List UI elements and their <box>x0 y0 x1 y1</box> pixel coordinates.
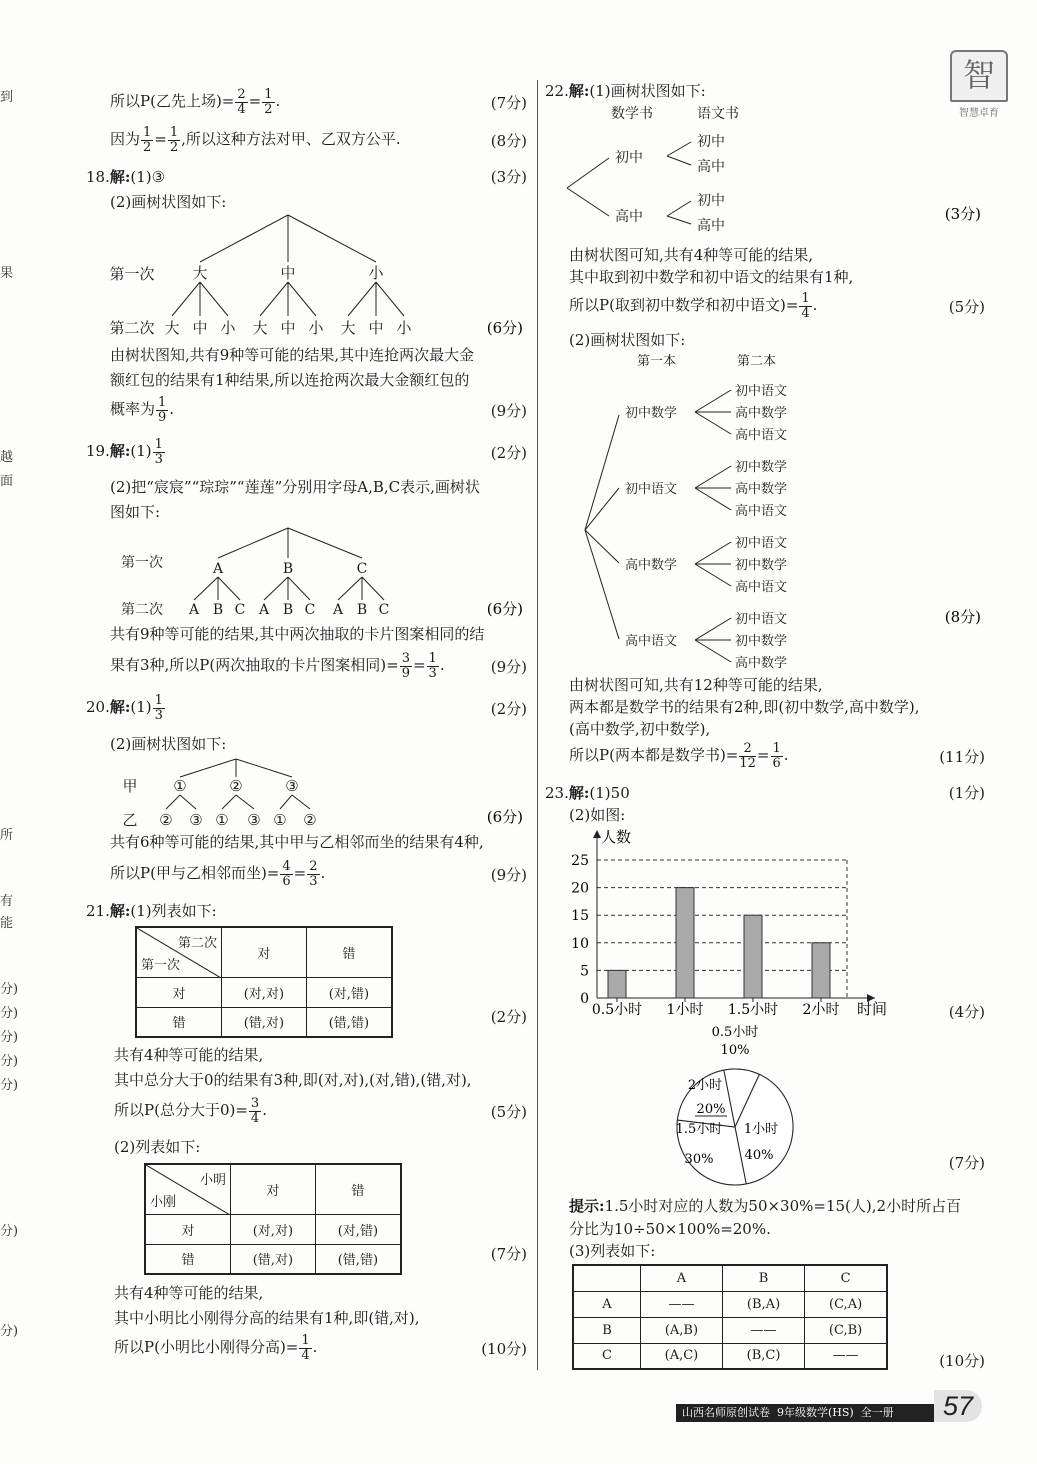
tree-node: 初中语文 <box>735 612 788 627</box>
tree-row-label: 乙 <box>122 811 138 829</box>
bar <box>608 970 626 998</box>
y-tick-label: 5 <box>580 963 589 980</box>
q17-line: 所以P(乙先上场)= $\frac{2}{4}$ = $\frac{1}{2}$ . (7分) <box>110 87 527 117</box>
pie-slice-percent: 40% <box>744 1148 774 1163</box>
edge-fragment: 分) <box>0 1324 19 1339</box>
table-header: 对 <box>222 927 307 977</box>
y-tick-label: 15 <box>571 908 589 925</box>
q20-header: 20.解:(1) $\frac{1}{3}$ (2分) <box>86 693 527 723</box>
y-tick-label: 0 <box>580 991 589 1007</box>
text-line: (3)列表如下: <box>569 1242 656 1260</box>
x-tick-label: 1.5小时 <box>727 1002 779 1018</box>
tree-node: 高中语文 <box>735 580 788 595</box>
table-header: 对 <box>231 1164 316 1214</box>
tree-node: 大 <box>252 319 268 337</box>
edge-fragment: 分) <box>0 982 19 997</box>
table-row-header: 错 <box>145 1244 231 1274</box>
tree-node: B <box>212 602 224 618</box>
score: (6分) <box>486 600 523 618</box>
pie-slice-label: 1.5小时 <box>675 1122 723 1137</box>
tree-node: 中 <box>280 264 296 282</box>
tree-node: A <box>212 561 224 577</box>
table-cell: (B,C) <box>722 1343 804 1369</box>
tree-node: 高中语文 <box>735 504 788 519</box>
tree-node: 初中语文 <box>735 384 788 399</box>
tree-node: 初中数学 <box>735 634 788 649</box>
tree-node: 高中数学 <box>735 406 788 421</box>
tree-node: 初中数学 <box>735 558 788 573</box>
tree-node: B <box>282 561 294 577</box>
table-cell: —— <box>641 1291 723 1317</box>
tree-node: ② <box>159 811 173 829</box>
pie-chart <box>655 1020 815 1190</box>
y-tick-label: 10 <box>571 935 589 952</box>
text-line: 共有9种等可能的结果,其中两次抽取的卡片图案相同的结 <box>110 625 485 643</box>
y-tick-label: 20 <box>571 880 589 897</box>
tree-node: 初中语文 <box>735 536 788 551</box>
text-line: 其中总分大于0的结果有3种,即(对,对),(对,错),(错,对), <box>114 1071 472 1089</box>
score: (9分) <box>490 658 527 676</box>
edge-fragment: 分) <box>0 1006 19 1021</box>
text-line: 共有4种等可能的结果, <box>114 1284 264 1302</box>
tree-diagram-q20 <box>82 755 527 830</box>
fraction: $\frac{2}{4}$ <box>237 87 246 117</box>
bar <box>812 943 830 998</box>
tree-node: C <box>356 561 368 577</box>
table-cell: —— <box>805 1343 887 1369</box>
table-header: 错 <box>315 1164 401 1214</box>
bar <box>676 888 694 998</box>
text: 所以P(乙先上场)= <box>110 92 235 111</box>
pie-slice-label: 1小时 <box>743 1122 779 1137</box>
tree-header: 数学书 <box>611 106 653 122</box>
footer-volume: 全一册 <box>860 1406 894 1419</box>
text-line: 其中取到初中数学和初中语文的结果有1种, <box>569 268 854 286</box>
tree-node: A <box>258 602 270 618</box>
tree-node: 高中 <box>697 218 725 234</box>
table-cell: (对,对) <box>222 977 307 1007</box>
score: (6分) <box>486 319 523 337</box>
tree-diagram-q22-2 <box>545 345 985 675</box>
edge-fragment: 越 <box>0 450 14 465</box>
tree-row-label: 第一次 <box>121 555 163 571</box>
score: (8分) <box>944 608 981 626</box>
tree-node: ③ <box>189 811 203 829</box>
tree-node: A <box>188 602 200 618</box>
tree-node: A <box>332 602 344 618</box>
text-line: 由树状图可知,共有4种等可能的结果, <box>569 246 814 264</box>
tree-node: 初中 <box>697 193 725 209</box>
table-cell: (A,B) <box>641 1317 723 1343</box>
fraction: $\frac{2}{12}$ <box>739 741 756 771</box>
tree-node: 小 <box>368 264 384 282</box>
score: (2分) <box>490 444 527 462</box>
page-number: 57 <box>934 1390 982 1422</box>
text-line: 由树状图知,共有9种等可能的结果,其中连抢两次最大金 <box>110 346 475 364</box>
edge-fragment: 到 <box>0 90 14 105</box>
tree-row-label: 甲 <box>122 777 138 795</box>
table-header: C <box>805 1265 887 1291</box>
y-tick-label: 25 <box>571 853 589 869</box>
table-cell: (错,对) <box>231 1244 316 1274</box>
table-header: B <box>722 1265 804 1291</box>
tree-node: ① <box>273 811 287 829</box>
table-cell: (对,错) <box>306 977 392 1007</box>
x-tick-label: 1小时 <box>666 1002 704 1018</box>
table-header: A <box>641 1265 723 1291</box>
tree-node: 初中 <box>697 134 725 150</box>
footer-series: 山西名师原创试卷 <box>682 1406 770 1419</box>
edge-fragment: 有 <box>0 894 14 909</box>
tree-node: C <box>304 602 316 618</box>
fraction: $\frac{1}{3}$ <box>154 437 163 467</box>
q19-header: 19.解:(1) $\frac{1}{3}$ (2分) <box>86 437 527 467</box>
tree-node: ① <box>173 777 187 795</box>
tree-node: 小 <box>220 319 236 337</box>
text-line: 额红包的结果有1种结果,所以连抢两次最大金额红包的 <box>110 371 470 389</box>
tree-node: 高中数学 <box>735 482 788 497</box>
table-corner <box>573 1265 641 1291</box>
text-line: 其中小明比小刚得分高的结果有1种,即(错,对), <box>114 1309 420 1327</box>
table-corner: 小明 小刚 <box>145 1164 231 1214</box>
table-cell: (C,B) <box>805 1317 887 1343</box>
table-cell: (错,错) <box>315 1244 401 1274</box>
table-q21-1 <box>135 926 393 1038</box>
tree-node: 小 <box>396 319 412 337</box>
fraction: $\frac{1}{6}$ <box>772 741 781 771</box>
y-axis-arrow <box>593 830 601 838</box>
text-line: (2)把“宸宸”“琮琮”“莲莲”分别用字母A,B,C表示,画树状 <box>110 478 480 496</box>
tree-node: ③ <box>247 811 261 829</box>
score: (9分) <box>490 866 527 884</box>
text-line: (2)列表如下: <box>114 1138 201 1156</box>
tree-header: 第一本 <box>637 354 677 369</box>
table-row-header: B <box>573 1317 641 1343</box>
tree-node: 中 <box>280 319 296 337</box>
text-line: 概率为 $\frac{1}{9}$ . (9分) <box>110 395 527 425</box>
text-line: (高中数学,初中数学), <box>569 720 711 738</box>
tree-row-label: 第二次 <box>121 602 163 618</box>
q17-line: 因为 $\frac{1}{2}$ = $\frac{1}{2}$ ,所以这种方法对甲、乙双方公平. (8分) <box>110 125 527 155</box>
q18-part2: (2)画树状图如下: <box>110 193 227 211</box>
text-line: 两本都是数学书的结果有2种,即(初中数学,高中数学), <box>569 698 920 716</box>
table-cell: (A,C) <box>641 1343 723 1369</box>
table-q23 <box>572 1264 888 1370</box>
score: (10分) <box>481 1340 527 1358</box>
edge-fragment: 所 <box>0 828 14 843</box>
fraction: $\frac{1}{3}$ <box>154 693 163 723</box>
tree-node: C <box>378 602 390 618</box>
edge-fragment: 分) <box>0 1030 19 1045</box>
bar <box>744 915 762 998</box>
tree-header: 第二本 <box>737 354 777 369</box>
y-axis-label: 人数 <box>601 828 632 846</box>
q21-header: 21.解:(1)列表如下: <box>86 902 217 920</box>
tree-row-label: 第一次 <box>109 265 155 283</box>
tree-node: B <box>356 602 368 618</box>
q23-header: 23.解:(1)50 (1分) <box>545 784 985 802</box>
tree-node: ② <box>229 777 243 795</box>
pie-slice-percent: 30% <box>684 1152 714 1167</box>
text-line: 由树状图可知,共有12种等可能的结果, <box>569 676 823 694</box>
fraction: $\frac{1}{2}$ <box>169 125 179 155</box>
hint-line: 提示:1.5小时对应的人数为50×30%=15(人),2小时所占百 <box>569 1197 962 1215</box>
edge-fragment: 能 <box>0 916 14 931</box>
x-tick-label: 2小时 <box>802 1002 840 1018</box>
fraction: $\frac{1}{2}$ <box>143 125 152 155</box>
footer-grade: 9年级数学(HS) <box>777 1406 854 1419</box>
score: (7分) <box>490 1245 527 1263</box>
q18-header: 18.解:(1)③ (3分) <box>86 168 527 186</box>
book-icon: 智 <box>950 50 1008 102</box>
score: (3分) <box>490 168 527 186</box>
score: (2分) <box>490 700 527 718</box>
table-cell: —— <box>722 1317 804 1343</box>
table-row-header: 错 <box>136 1007 222 1037</box>
table-row-header: 对 <box>136 977 222 1007</box>
edge-fragment: 分) <box>0 1054 19 1069</box>
score: (10分) <box>939 1352 985 1370</box>
pie-slice-percent: 10% <box>720 1043 750 1058</box>
text-line: (2)画树状图如下: <box>569 331 686 349</box>
score: (1分) <box>948 784 985 802</box>
score: (9分) <box>490 402 527 420</box>
x-tick-label: 0.5小时 <box>591 1002 643 1018</box>
tree-diagram-q18 <box>82 210 527 340</box>
score: (5分) <box>948 298 985 316</box>
table-header: 错 <box>306 927 392 977</box>
right-column <box>545 0 985 1400</box>
fraction: $\frac{1}{4}$ <box>801 291 810 321</box>
score: (5分) <box>490 1103 527 1121</box>
fraction: $\frac{1}{2}$ <box>264 87 273 117</box>
table-cell: (C,A) <box>805 1291 887 1317</box>
fraction: $\frac{1}{9}$ <box>158 395 167 425</box>
table-row-header: C <box>573 1343 641 1369</box>
score: (7分) <box>490 94 527 112</box>
edge-fragment: 分) <box>0 1224 19 1239</box>
tree-node: 初中数学 <box>735 460 788 475</box>
fraction: $\frac{4}{6}$ <box>282 859 291 889</box>
tree-header: 语文书 <box>697 106 739 122</box>
score: (6分) <box>486 808 523 826</box>
score: (11分) <box>939 748 985 766</box>
tree-node: ② <box>303 811 317 829</box>
tree-row-label: 第二次 <box>109 319 155 337</box>
fraction: $\frac{2}{3}$ <box>309 859 318 889</box>
tree-node: 高中语文 <box>625 634 678 649</box>
text-line: 所以P(两本都是数学书)= $\frac{2}{12}$ = $\frac{1}{6}$ . (11分) <box>569 741 985 771</box>
text-line: 共有6种等可能的结果,其中甲与乙相邻而坐的结果有4种, <box>110 833 484 851</box>
hint-line: 分比为10÷50×100%=20%. <box>569 1220 771 1238</box>
tree-node: 高中 <box>697 159 725 175</box>
table-row-header: 对 <box>145 1214 231 1244</box>
tree-node: 高中数学 <box>735 656 788 671</box>
tree-node: 大 <box>164 319 180 337</box>
pie-slice-label: 2小时 <box>687 1078 723 1093</box>
table-cell: (B,A) <box>722 1291 804 1317</box>
tree-node: 高中数学 <box>625 558 678 573</box>
tree-node: 初中语文 <box>625 482 678 497</box>
column-divider <box>537 80 538 1370</box>
q22-header: 22.解:(1)画树状图如下: <box>545 82 706 100</box>
tree-node: 大 <box>192 264 208 282</box>
table-cell: (错,错) <box>306 1007 392 1037</box>
left-column <box>82 0 527 1400</box>
fraction: $\frac{1}{3}$ <box>428 651 437 681</box>
tree-node: 初中 <box>615 150 643 166</box>
tree-diagram-q22-1 <box>545 100 985 240</box>
text-line: (2)画树状图如下: <box>110 735 227 753</box>
score: (4分) <box>948 1003 985 1021</box>
tree-diagram-q19 <box>82 522 527 622</box>
bar-chart <box>545 818 905 1028</box>
edge-fragment: 面 <box>0 474 14 489</box>
text-line: (2)如图: <box>569 806 626 824</box>
table-cell: (对,对) <box>231 1214 316 1244</box>
score: (7分) <box>948 1154 985 1172</box>
text-line: 共有4种等可能的结果, <box>114 1046 264 1064</box>
text-line: 所以P(小明比小刚得分高)= $\frac{1}{4}$ . (10分) <box>114 1333 527 1363</box>
logo-caption: 智慧卓育 <box>959 108 999 119</box>
edge-fragment: 果 <box>0 266 14 281</box>
text-line: 所以P(甲与乙相邻而坐)= $\frac{4}{6}$ = $\frac{2}{3}$ . (9分) <box>110 859 527 889</box>
tree-node: ③ <box>285 777 299 795</box>
text-line: 果有3种,所以P(两次抽取的卡片图案相同)= $\frac{3}{9}$ = $\frac{1}{3}$ . (9分) <box>110 651 527 681</box>
tree-node: 小 <box>308 319 324 337</box>
text-line: 图如下: <box>110 503 161 521</box>
table-corner: 第二次 第一次 <box>136 927 222 977</box>
fraction: $\frac{3}{9}$ <box>401 651 410 681</box>
footer <box>676 1390 986 1424</box>
table-row-header: A <box>573 1291 641 1317</box>
tree-node: B <box>282 602 294 618</box>
pie-slice-label: 0.5小时 <box>711 1025 759 1040</box>
tree-node: 中 <box>368 319 384 337</box>
score: (8分) <box>490 132 527 150</box>
tree-node: ① <box>215 811 229 829</box>
edge-fragment: 分) <box>0 1078 19 1093</box>
x-axis-label: 时间 <box>857 1000 888 1018</box>
tree-node: 初中数学 <box>625 406 678 421</box>
score: (2分) <box>490 1008 527 1026</box>
pie-slice-percent: 20% <box>696 1102 726 1117</box>
footer-band <box>676 1404 938 1422</box>
tree-node: C <box>234 602 246 618</box>
tree-node: 高中语文 <box>735 428 788 443</box>
table-cell: (对,错) <box>315 1214 401 1244</box>
tree-node: 高中 <box>615 209 643 225</box>
table-q21-2 <box>144 1163 402 1275</box>
score: (3分) <box>944 205 981 223</box>
tree-node: 中 <box>192 319 208 337</box>
text-line: 所以P(取到初中数学和初中语文)= $\frac{1}{4}$ . (5分) <box>569 291 985 321</box>
tree-node: 大 <box>340 319 356 337</box>
fraction: $\frac{3}{4}$ <box>250 1096 260 1126</box>
text-line: 所以P(总分大于0)= $\frac{3}{4}$ . (5分) <box>114 1096 527 1126</box>
table-cell: (错,对) <box>222 1007 307 1037</box>
fraction: $\frac{1}{4}$ <box>301 1333 310 1363</box>
